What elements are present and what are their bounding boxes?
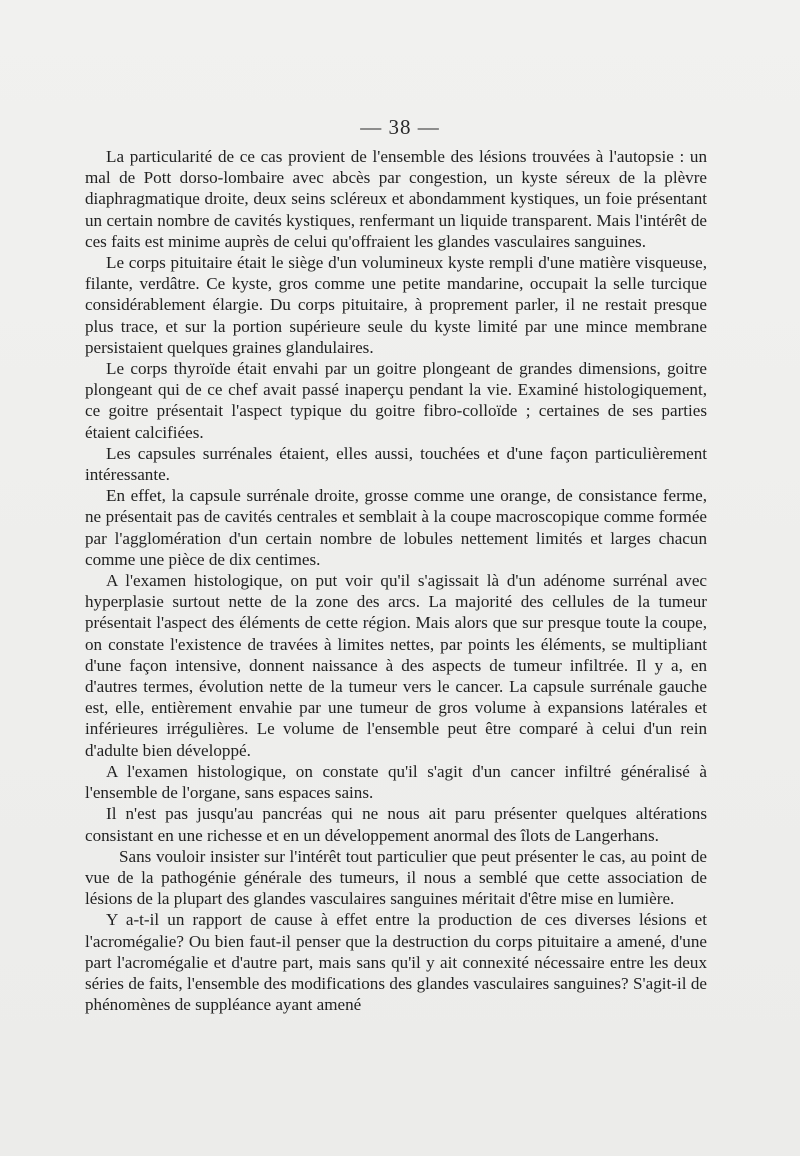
paragraph-thyroid-body: Le corps thyroïde était envahi par un goitre plongeant de grandes dimensions, goitre plongeant qui de ce chef avait passé inaperçu pendant la vie. Examiné histologiquement, ce goitre présentait l'aspect typique du goitre fibro-colloïde ; certaines de ses parties étaient calcifiées. xyxy=(85,359,707,442)
paragraph-histology-adenoma: A l'examen histologique, on put voir qu'il s'agissait là d'un adénome surrénal avec hyperplasie surtout nette de la zone des arcs. La majorité des cellules de la tumeur présentait l'aspect des éléments de cette région. Mais alors que sur presque toute la coupe, on constate l'existence de travées à limites nettes, par points les éléments, se multipliant d'une façon intensive, donnent naissance à des aspects de tumeur infiltrée. Il y a, en d'autres termes, évolution nette de la tumeur vers le cancer. La capsule surrénale gauche est, elle, entièrement envahie par une tumeur de gros volume à expansions latérales et inférieures irrégulières. Le volume de l'ensemble peut être comparé à celui d'un rein d'adulte bien développé. xyxy=(85,571,707,760)
paragraph-autopsy-findings: La particularité de ce cas provient de l'ensemble des lésions trouvées à l'autopsie : un mal de Pott dorso-lombaire avec abcès par congestion, un kyste séreux de la plèvre diaphragmatique droite, deux seins scléreux et abondamment kystiques, un foie présentant un certain nombre de cavités kystiques, renfermant un liquide transparent. Mais l'intérêt de ces faits est minime auprès de celui qu'offraient les glandes vasculaires sanguines. xyxy=(85,147,707,251)
paragraph-pathogenesis: Sans vouloir insister sur l'intérêt tout particulier que peut présenter le cas, au point de vue de la pathogénie générale des tumeurs, il nous a semblé que cette association de lésions de la plupart des glandes vasculaires sanguines méritait d'être mise en lumière. xyxy=(85,846,707,909)
body-text xyxy=(85,146,707,1015)
paragraph-histology-cancer: A l'examen histologique, on constate qu'il s'agit d'un cancer infiltré généralisé à l'ensemble de l'organe, sans espaces sains. xyxy=(85,761,707,803)
paragraph-cause-effect: Y a-t-il un rapport de cause à effet entre la production de ces diverses lésions et l'acromégalie? Ou bien faut-il penser que la destruction du corps pituitaire a amené, d'une part l'acromégalie et d'autre part, mais sans qu'il y ait connexité nécessaire entre les deux séries de faits, l'ensemble des modifications des glandes vasculaires sanguines? S'agit-il de phénomènes de suppléance ayant amené xyxy=(85,910,707,1015)
paragraph-pituitary-body: Le corps pituitaire était le siège d'un volumineux kyste rempli d'une matière visqueuse, filante, verdâtre. Ce kyste, gros comme une petite mandarine, occupait la selle turcique considérablement élargie. Du corps pituitaire, à proprement parler, il ne restait presque plus trace, et sur la portion supérieure seule du kyste limité par une mince membrane persistaient quelques graines glandulaires. xyxy=(85,253,707,357)
page-number: — 38 — xyxy=(360,115,440,139)
paragraph-pancreas: Il n'est pas jusqu'au pancréas qui ne nous ait paru présenter quelques altérations consistant en une richesse et en un développement anormal des îlots de Langerhans. xyxy=(85,804,707,845)
paragraph-adrenal-capsules: Les capsules surrénales étaient, elles aussi, touchées et d'une façon particulièrement intéressante. xyxy=(85,443,707,485)
paragraph-right-adrenal: En effet, la capsule surrénale droite, grosse comme une orange, de consistance ferme, ne présentait pas de cavités centrales et semblait à la coupe macroscopique comme formée par l'agglomération d'un certain nombre de lobules nettement limités et larges chacun comme une pièce de dix centimes. xyxy=(85,486,707,569)
